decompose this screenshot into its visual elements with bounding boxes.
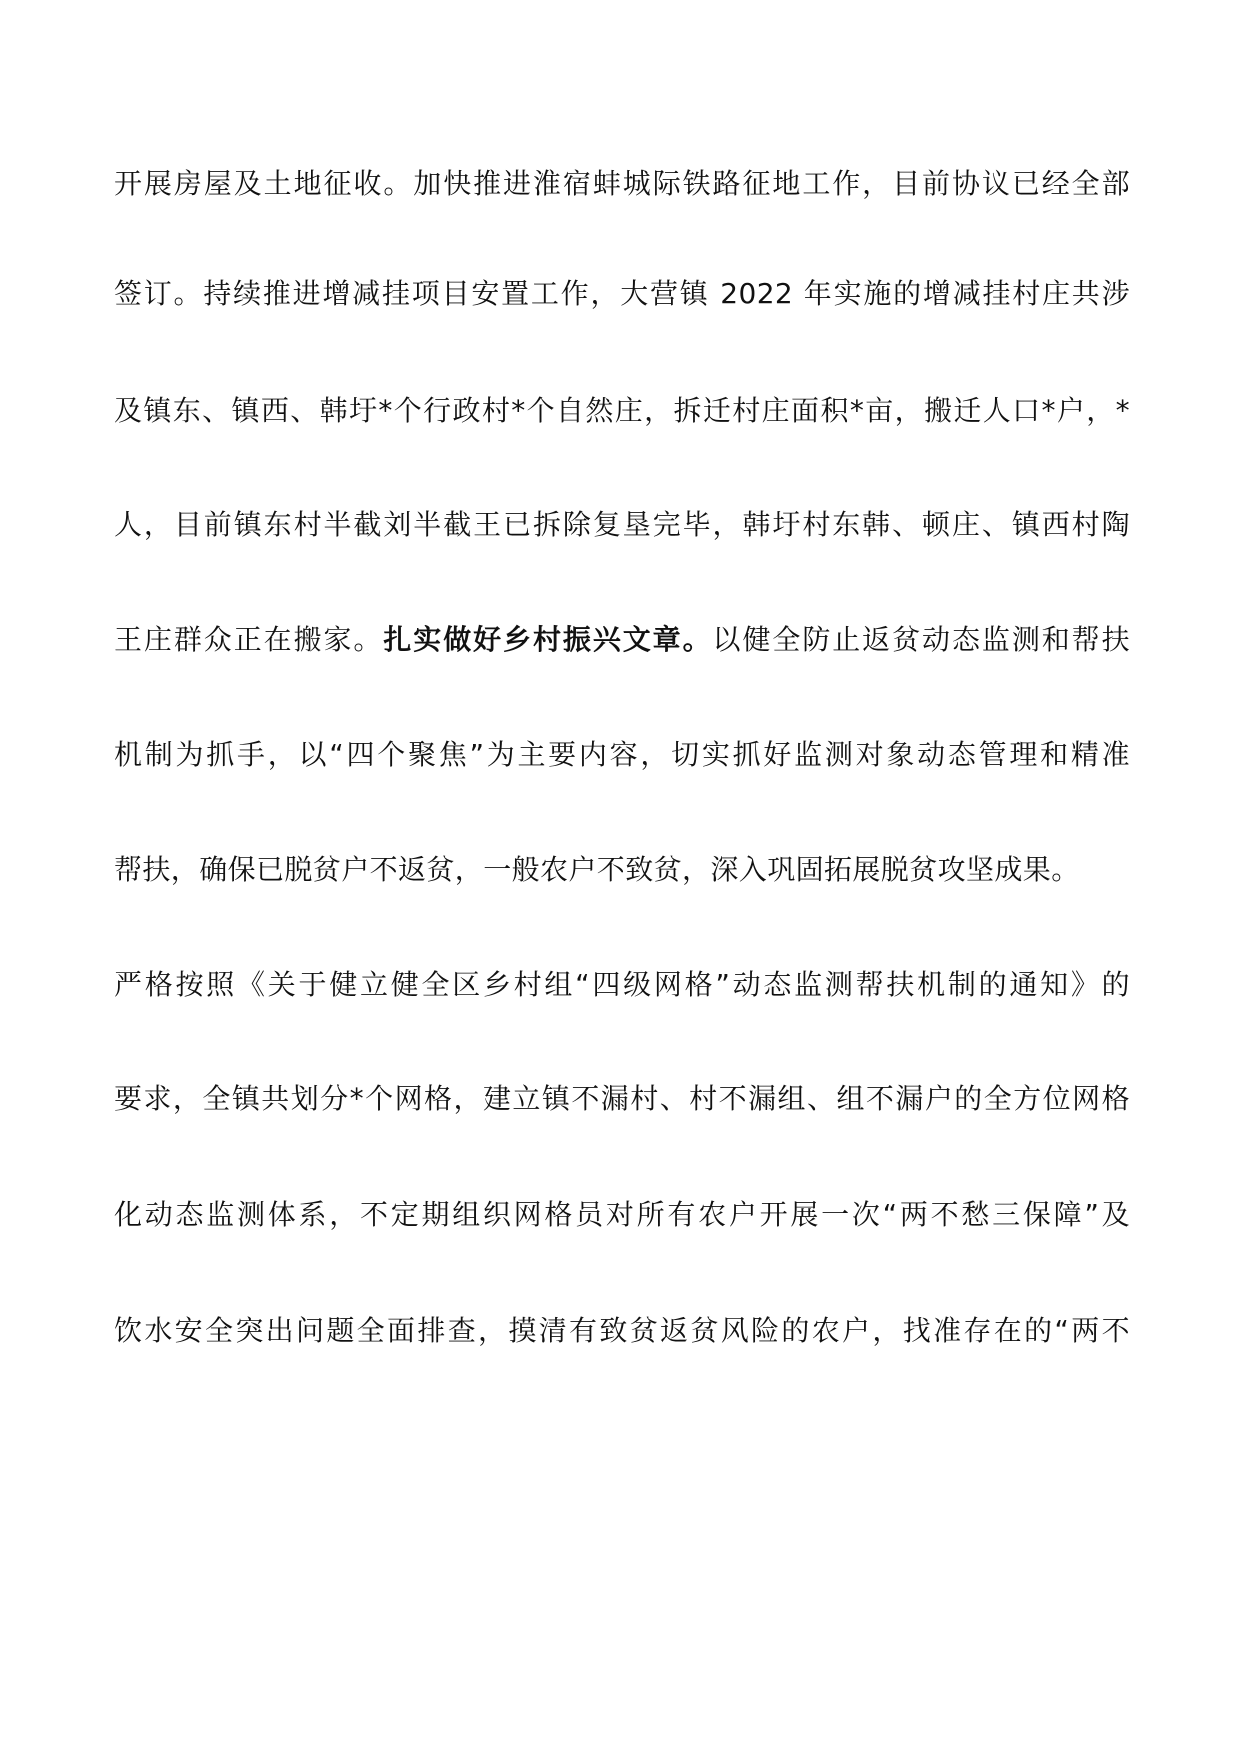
text-line-2: [114, 272, 1130, 316]
text-line-7: [114, 848, 1130, 892]
bold-heading-segment: 扎实做好乡村振兴文章。: [383, 623, 713, 656]
text-line-1: [114, 162, 1130, 206]
text-segment: 以健全防止返贫动态监测和帮扶: [712, 623, 1130, 656]
text-segment: 要求，全镇共划分*个网格，建立镇不漏村、村不漏组、组不漏户的全方位网格: [114, 1082, 1130, 1115]
text-segment: 及镇东、镇西、韩圩*个行政村*个自然庄，拆迁村庄面积*亩，搬迁人口*户，*: [114, 394, 1130, 427]
text-segment: 饮水安全突出问题全面排查，摸清有致贫返贫风险的农户，找准存在的“两不: [114, 1314, 1130, 1347]
text-segment: 严格按照《关于健立健全区乡村组“四级网格”动态监测帮扶机制的通知》的: [114, 968, 1130, 1001]
text-segment: 帮扶，确保已脱贫户不返贫，一般农户不致贫，深入巩固拓展脱贫攻坚成果。: [114, 853, 1080, 886]
text-segment: 化动态监测体系，不定期组织网格员对所有农户开展一次“两不愁三保障”及: [114, 1198, 1130, 1231]
text-line-8: [114, 963, 1130, 1007]
text-line-11: [114, 1309, 1130, 1353]
text-line-3: [114, 389, 1130, 433]
text-line-10: [114, 1193, 1130, 1237]
text-segment: 签订。持续推进增减挂项目安置工作，大营镇 2022 年实施的增减挂村庄共涉: [114, 277, 1130, 310]
text-line-4: [114, 503, 1130, 547]
text-segment: 王庄群众正在搬家。: [114, 623, 384, 656]
text-line-5: [114, 618, 1130, 662]
text-line-9: [114, 1077, 1130, 1121]
text-segment: 开展房屋及土地征收。加快推进淮宿蚌城际铁路征地工作，目前协议已经全部: [114, 167, 1130, 200]
text-line-6: [114, 733, 1130, 777]
text-segment: 机制为抓手，以“四个聚焦”为主要内容，切实抓好监测对象动态管理和精准: [114, 738, 1130, 771]
text-segment: 人，目前镇东村半截刘半截王已拆除复垦完毕，韩圩村东韩、顿庄、镇西村陶: [114, 508, 1130, 541]
